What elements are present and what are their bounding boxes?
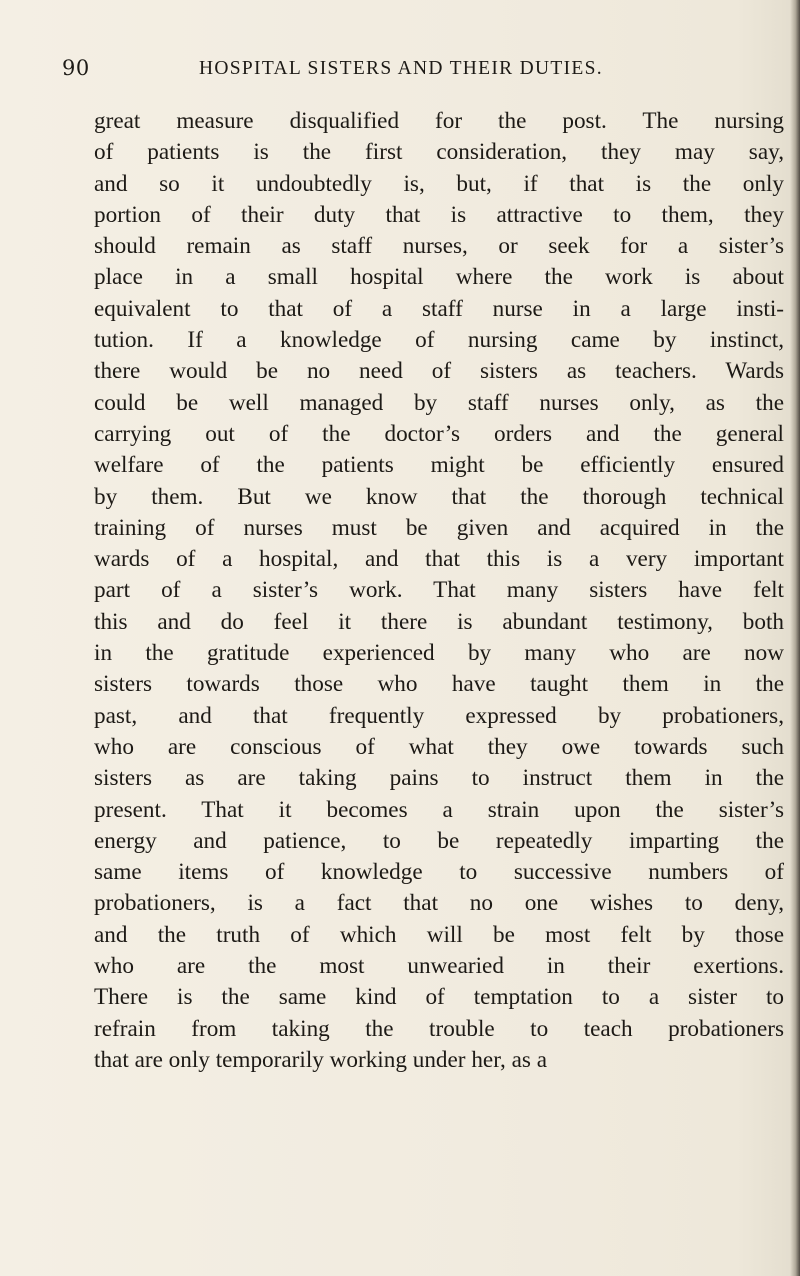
text-line: this and do feel it there is abundant testimony, both — [94, 608, 784, 635]
text-line: who are conscious of what they owe towards such — [94, 733, 784, 760]
text-line: should remain as staff nurses, or seek for a sister’s — [94, 233, 784, 260]
text-line: wards of a hospital, and that this is a very important — [94, 546, 784, 573]
text-line: great measure disqualified for the post. The nursing — [94, 108, 784, 134]
text-line: and the truth of which will be most felt by those — [94, 921, 784, 948]
text-line: could be well managed by staff nurses only, as the — [94, 389, 784, 416]
text-line: probationers, is a fact that no one wishes to deny, — [94, 890, 784, 917]
text-line: refrain from taking the trouble to teach probationers — [94, 1015, 784, 1042]
text-line: of patients is the first consideration, they may say, — [94, 139, 784, 166]
text-line: part of a sister’s work. That many sisters have felt — [94, 577, 784, 604]
text-line: who are the most unwearied in their exertions. — [94, 953, 784, 980]
text-line: there would be no need of sisters as teachers. Wards — [94, 358, 784, 385]
running-title: HOSPITAL SISTERS AND THEIR DUTIES. — [199, 58, 603, 79]
text-line: welfare of the patients might be efficiently ensured — [94, 452, 784, 479]
text-line: and so it undoubtedly is, but, if that is the only — [94, 170, 784, 197]
text-line: training of nurses must be given and acquired in the — [94, 514, 784, 541]
text-line: same items of knowledge to successive numbers of — [94, 859, 784, 886]
text-line: energy and patience, to be repeatedly imparting the — [94, 827, 784, 854]
text-line: portion of their duty that is attractive to them, they — [94, 201, 784, 228]
text-line: equivalent to that of a staff nurse in a large insti- — [94, 295, 784, 322]
text-line: sisters as are taking pains to instruct them in the — [94, 765, 784, 792]
text-line: sisters towards those who have taught them in the — [94, 671, 784, 698]
text-line: There is the same kind of temptation to a sister to — [94, 984, 784, 1011]
running-head — [62, 56, 752, 88]
text-line: that are only temporarily working under her, as a — [94, 1046, 548, 1073]
page-number: 90 — [62, 56, 90, 80]
text-line: past, and that frequently expressed by probationers, — [94, 702, 784, 729]
text-line: in the gratitude experienced by many who are now — [94, 640, 784, 667]
text-line: present. That it becomes a strain upon the sister’s — [94, 796, 784, 823]
text-line: carrying out of the doctor’s orders and the general — [94, 420, 784, 447]
text-line: place in a small hospital where the work is about — [94, 264, 784, 291]
page-edge-shadow — [790, 0, 800, 1276]
text-line: by them. But we know that the thorough technical — [94, 483, 784, 510]
body-text — [94, 106, 784, 1076]
text-line: tution. If a knowledge of nursing came by instinct, — [94, 327, 784, 354]
